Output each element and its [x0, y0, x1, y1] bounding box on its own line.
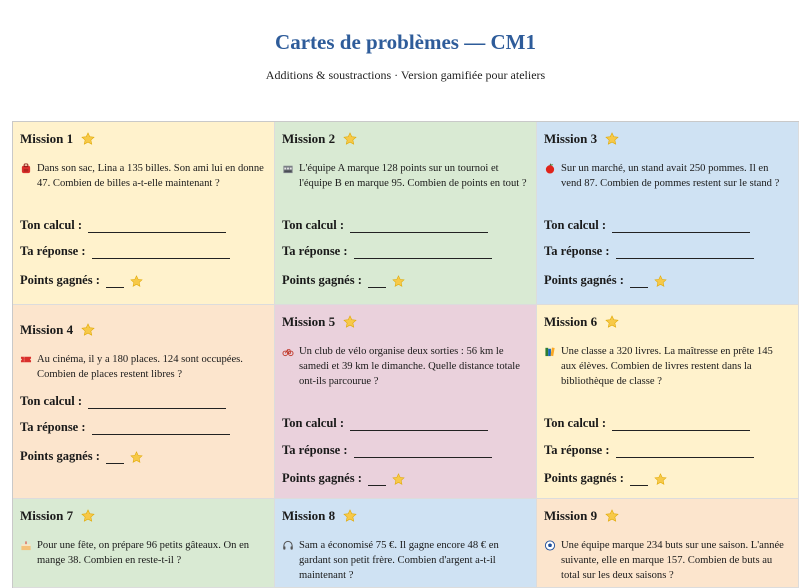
reponse-answer-line[interactable]: [354, 246, 492, 259]
star-icon: [654, 275, 667, 288]
points-label: Points gagnés :: [20, 273, 100, 287]
points-label: Points gagnés :: [544, 273, 624, 287]
reponse-answer-line[interactable]: [92, 422, 230, 435]
problem-text: L'équipe A marque 128 points sur un tournoi et l'équipe B en marque 95. Combien de points en tout ?: [299, 163, 527, 189]
calcul-answer-line[interactable]: [88, 396, 226, 409]
calcul-label: Ton calcul :: [20, 394, 83, 408]
reponse-answer-line[interactable]: [616, 445, 754, 458]
mission-title: Mission 3: [544, 131, 598, 146]
calcul-label: Ton calcul :: [282, 218, 345, 232]
points-label: Points gagnés :: [20, 449, 100, 463]
mission-title: Mission 1: [20, 131, 74, 146]
reponse-label: Ta réponse :: [20, 420, 86, 434]
mission-card-5: [275, 305, 537, 499]
reponse-answer-line[interactable]: [354, 445, 492, 458]
ticket-icon: [20, 354, 32, 365]
points-answer-line[interactable]: [630, 275, 648, 288]
star-icon: [392, 275, 405, 288]
problem-text: Sur un marché, un stand avait 250 pommes. Il en vend 87. Combien de pommes restent sur le stand ?: [561, 163, 780, 189]
mission-card-2: [275, 122, 537, 305]
mission-card-7: [13, 499, 275, 588]
cake-icon: [20, 540, 32, 551]
points-answer-line[interactable]: [630, 473, 648, 486]
problem-text: Un club de vélo organise deux sorties : 56 km le samedi et 39 km le dimanche. Quelle distance totale ont-ils parcourue ?: [299, 346, 520, 387]
reponse-answer-line[interactable]: [92, 246, 230, 259]
reponse-label: Ta réponse :: [282, 244, 348, 258]
headphones-icon: [282, 540, 294, 551]
problem-text: Une classe a 320 livres. La maîtresse en prête 145 aux élèves. Combien de livres restent dans la bibliothèque de classe ?: [561, 346, 773, 387]
mission-card-1: [13, 122, 275, 305]
points-answer-line[interactable]: [106, 275, 124, 288]
points-answer-line[interactable]: [106, 451, 124, 464]
calcul-answer-line[interactable]: [350, 220, 488, 233]
star-icon: [343, 315, 357, 329]
page-title: Cartes de problèmes — CM1: [275, 30, 536, 54]
mission-card-6: [537, 305, 799, 499]
page-subtitle: Additions & soustractions · Version gamifiée pour ateliers: [265, 68, 546, 82]
problem-text: Pour une fête, on prépare 96 petits gâteaux. On en mange 38. Combien en reste-t-il ?: [37, 540, 250, 566]
star-icon: [81, 509, 95, 523]
reponse-label: Ta réponse :: [544, 244, 610, 258]
books-icon: [544, 346, 556, 357]
star-icon: [654, 473, 667, 486]
reponse-label: Ta réponse :: [544, 443, 610, 457]
star-icon: [81, 132, 95, 146]
star-icon: [392, 473, 405, 486]
calcul-label: Ton calcul :: [20, 218, 83, 232]
points-answer-line[interactable]: [368, 473, 386, 486]
bicycle-icon: [282, 346, 294, 357]
points-label: Points gagnés :: [282, 471, 362, 485]
points-label: Points gagnés :: [282, 273, 362, 287]
backpack-icon: [20, 163, 32, 174]
star-icon: [605, 315, 619, 329]
star-icon: [605, 509, 619, 523]
mission-title: Mission 4: [20, 322, 74, 337]
star-icon: [605, 132, 619, 146]
mission-card-3: [537, 122, 799, 305]
star-icon: [343, 132, 357, 146]
mission-card-8: [275, 499, 537, 588]
problem-text: Une équipe marque 234 buts sur une saison. L'année suivante, elle en marque 157. Combien de buts au total sur les deux saisons ?: [561, 540, 784, 581]
reponse-label: Ta réponse :: [282, 443, 348, 457]
star-icon: [130, 275, 143, 288]
calcul-answer-line[interactable]: [350, 418, 488, 431]
reponse-label: Ta réponse :: [20, 244, 86, 258]
star-icon: [130, 451, 143, 464]
mission-title: Mission 8: [282, 508, 336, 523]
points-label: Points gagnés :: [544, 471, 624, 485]
reponse-answer-line[interactable]: [616, 246, 754, 259]
mission-title: Mission 6: [544, 314, 598, 329]
mission-card-9: [537, 499, 799, 588]
calcul-answer-line[interactable]: [612, 418, 750, 431]
apple-icon: [544, 163, 556, 174]
mission-grid: [12, 121, 799, 588]
problem-text: Au cinéma, il y a 180 places. 124 sont occupées. Combien de places restent libres ?: [37, 354, 243, 380]
soccer-ball-icon: [544, 540, 556, 551]
star-icon: [81, 323, 95, 337]
stadium-icon: [282, 163, 294, 174]
problem-text: Dans son sac, Lina a 135 billes. Son ami lui en donne 47. Combien de billes a-t-elle maintenant ?: [37, 163, 264, 189]
calcul-label: Ton calcul :: [544, 416, 607, 430]
mission-title: Mission 2: [282, 131, 336, 146]
calcul-label: Ton calcul :: [544, 218, 607, 232]
star-icon: [343, 509, 357, 523]
mission-title: Mission 7: [20, 508, 74, 523]
points-answer-line[interactable]: [368, 275, 386, 288]
mission-card-4: [13, 305, 275, 499]
problem-text: Sam a économisé 75 €. Il gagne encore 48 € en gardant son petit frère. Combien d'argent a-t-il maintenant ?: [299, 540, 499, 581]
mission-title: Mission 9: [544, 508, 598, 523]
calcul-answer-line[interactable]: [88, 220, 226, 233]
mission-title: Mission 5: [282, 314, 336, 329]
calcul-answer-line[interactable]: [612, 220, 750, 233]
calcul-label: Ton calcul :: [282, 416, 345, 430]
